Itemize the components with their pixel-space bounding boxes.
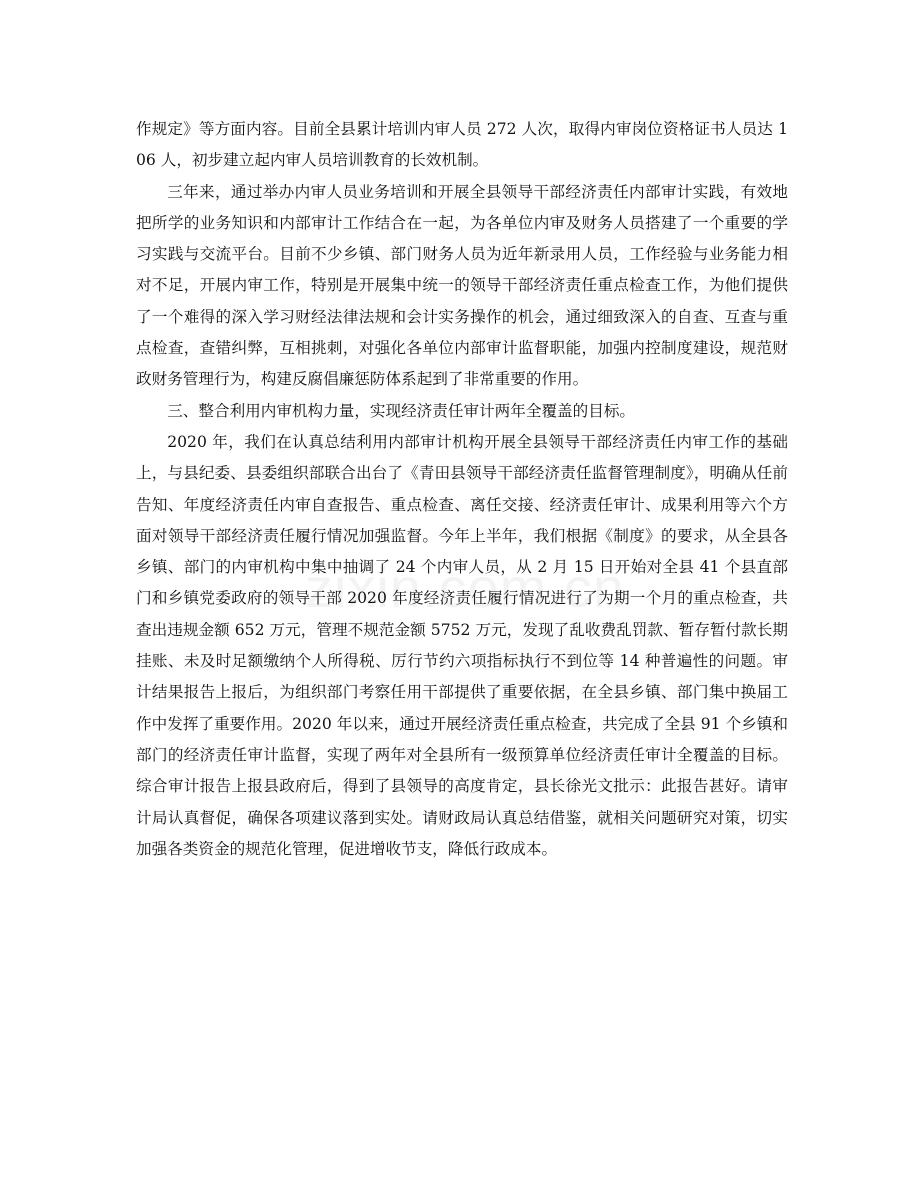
document-body — [136, 114, 788, 865]
paragraph-three-years: 三年来，通过举办内审人员业务培训和开展全县领导干部经济责任内部审计实践，有效地把所学的业务知识和内部审计工作结合在一起，为各单位内审及财务人员搭建了一个重要的学习实践与交流平台。目前不少乡镇、部门财务人员为近年新录用人员，工作经验与业务能力相对不足，开展内审工作，特别是开展集中统一的领导干部经济责任重点检查工作，为他们提供了一个难得的深入学习财经法律法规和会计实务操作的机会，通过细致深入的自查、互查与重点检查，查错纠弊，互相挑刺，对强化各单位内部审计监督职能，加强内控制度建设，规范财政财务管理行为，构建反腐倡廉惩防体系起到了非常重要的作用。 — [136, 182, 788, 389]
section-heading-three: 三、整合利用内审机构力量，实现经济责任审计两年全覆盖的目标。 — [167, 401, 636, 420]
paragraph-2020: 2020 年，我们在认真总结利用内部审计机构开展全县领导干部经济责任内审工作的基础上，与县纪委、县委组织部联合出台了《青田县领导干部经济责任监督管理制度》，明确从任前告知、年度经济责任内审自查报告、重点检查、离任交接、经济责任审计、成果利用等六个方面对领导干部经济责任履行情况加强监督。今年上半年，我们根据《制度》的要求，从全县各乡镇、部门的内审机构中集中抽调了 24 个内审人员，从 2 月 15 日开始对全县 41 个县直部门和乡镇党委政府的领导干部 2020 年度经济责任履行情况进行了为期一个月的重点检查，共查出违规金额 652 万元，管理不规范金额 5752 万元，发现了乱收费乱罚款、暂存暂付款长期挂账、未及时足额缴纳个人所得税、厉行节约六项指标执行不到位等 14 种普遍性的问题。审计结果报告上报后，为组织部门考察任用干部提供了重要依据，在全县乡镇、部门集中换届工作中发挥了重要作用。2020 年以来，通过开展经济责任重点检查，共完成了全县 91 个乡镇和部门的经济责任审计监督，实现了两年对全县所有一级预算单位经济责任审计全覆盖的目标。综合审计报告上报县政府后，得到了县领导的高度肯定，县长徐光文批示：此报告甚好。请审计局认真督促，确保各项建议落到实处。请财政局认真总结借鉴，就相关问题研究对策，切实加强各类资金的规范化管理，促进增收节支，降低行政成本。 — [136, 432, 788, 858]
paragraph-continuation: 作规定》等方面内容。目前全县累计培训内审人员 272 人次，取得内审岗位资格证书人员达 106 人，初步建立起内审人员培训教育的长效机制。 — [136, 120, 788, 170]
